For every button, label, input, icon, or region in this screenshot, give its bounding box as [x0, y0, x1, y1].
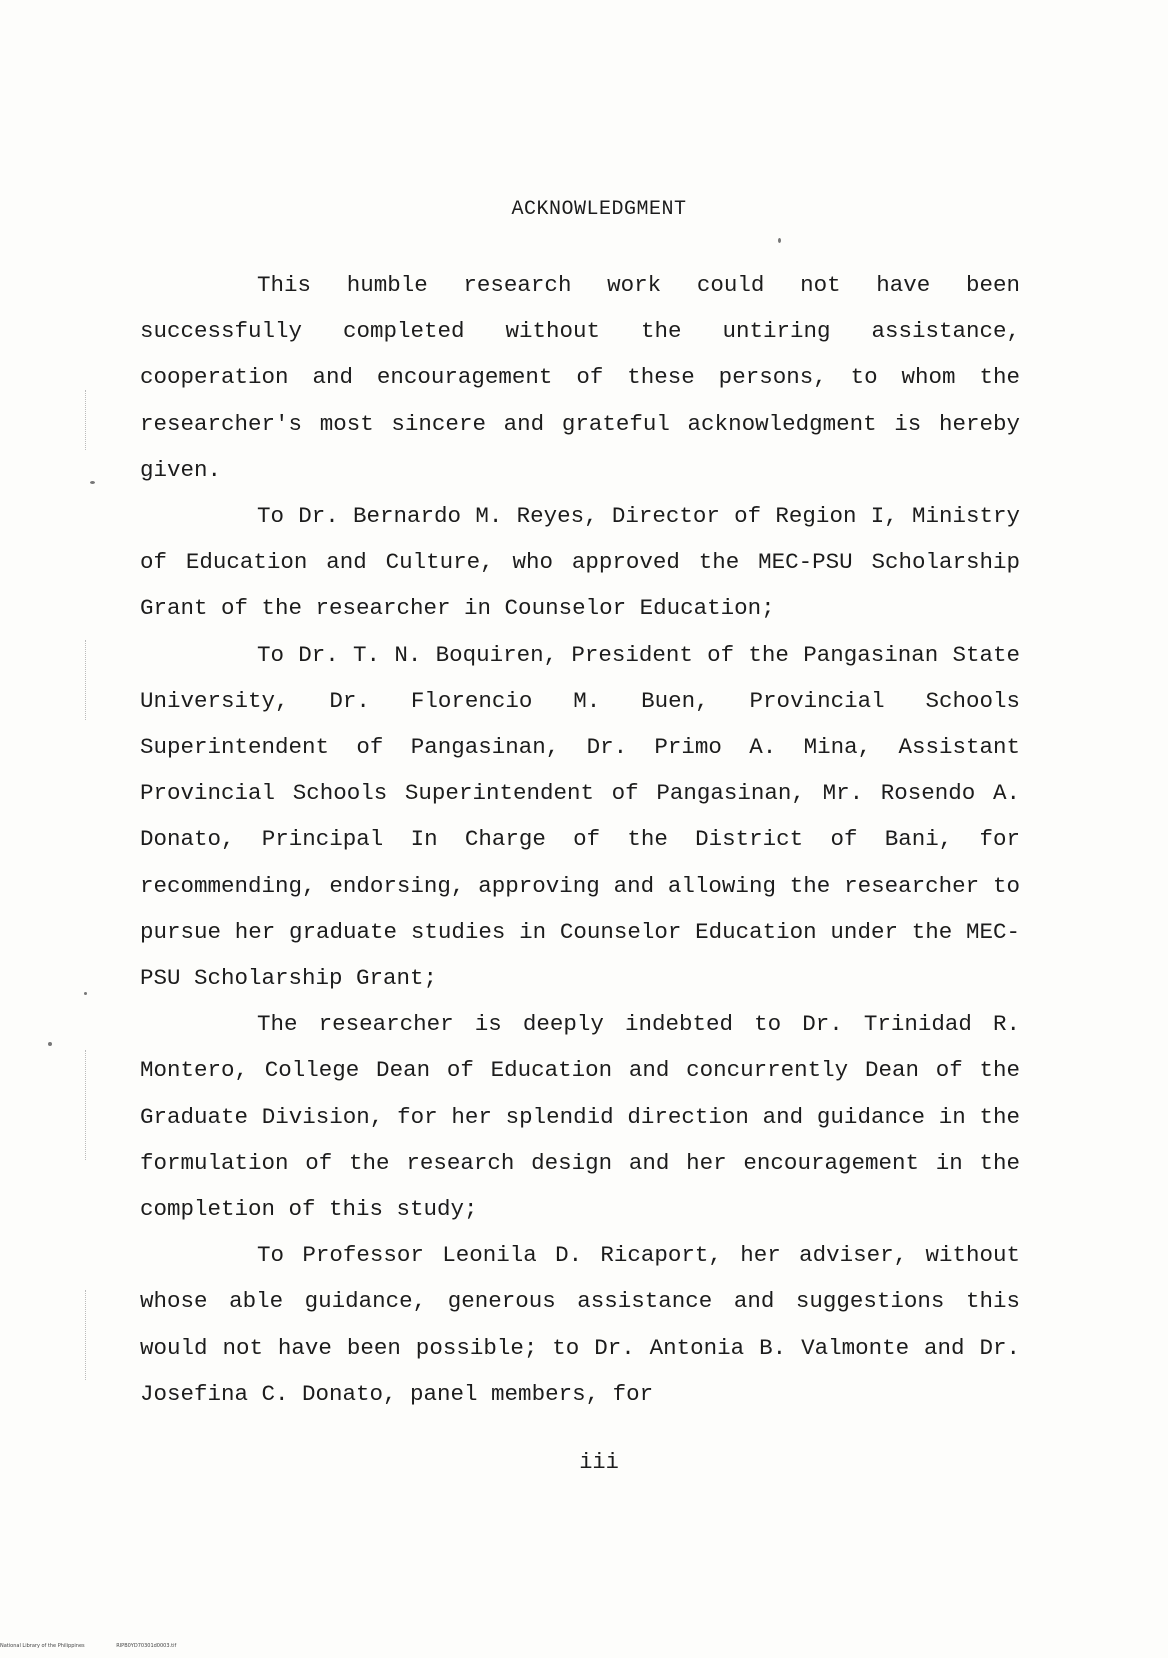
page-title: ACKNOWLEDGMENT	[511, 198, 687, 221]
scan-margin-mark	[85, 1050, 87, 1160]
footer-library: National Library of the Philippines	[0, 1643, 85, 1649]
paragraph: This humble research work could not have been successfully completed without the untiring assistance, cooperation and encouragement of these persons, to whom the researcher's most sincere and grateful acknowledgment is hereby given.	[140, 272, 1020, 483]
scan-margin-mark	[85, 1290, 87, 1380]
paragraph: To Dr. T. N. Boquiren, President of the Pangasinan State University, Dr. Florencio M. Buen, Provincial Schools Superintendent of Pangasinan, Dr. Primo A. Mina, Assistant Provincial Schools Superintendent of Pangasinan, Mr. Rosendo A. Donato, Principal In Charge of the District of Bani, for recommending, endorsing, approving and allowing the researcher to pursue her graduate studies in Counselor Education under the MEC-PSU Scholarship Grant;	[140, 641, 1020, 992]
document-body	[140, 262, 1020, 1417]
scan-speck	[84, 992, 87, 995]
scan-speck	[778, 238, 781, 243]
paragraph: To Dr. Bernardo M. Reyes, Director of Region I, Ministry of Education and Culture, who approved the MEC-PSU Scholarship Grant of the researcher in Counselor Education;	[140, 503, 1020, 622]
scan-speck	[48, 1042, 52, 1046]
page-number: iii	[579, 1450, 619, 1475]
footer-file-id: RIPB0YD70301d0003.tif	[116, 1643, 177, 1649]
scan-footer	[0, 1643, 206, 1649]
scan-speck	[90, 481, 95, 484]
paragraph: To Professor Leonila D. Ricaport, her adviser, without whose able guidance, generous assistance and suggestions this would not have been possible; to Dr. Antonia B. Valmonte and Dr. Josefina C. Donato, panel members, for	[140, 1242, 1020, 1407]
scan-margin-mark	[85, 390, 87, 450]
paragraph: The researcher is deeply indebted to Dr. Trinidad R. Montero, College Dean of Education and concurrently Dean of the Graduate Division, for her splendid direction and guidance in the formulation of the research design and her encouragement in the completion of this study;	[140, 1011, 1020, 1223]
scan-margin-mark	[85, 640, 87, 720]
